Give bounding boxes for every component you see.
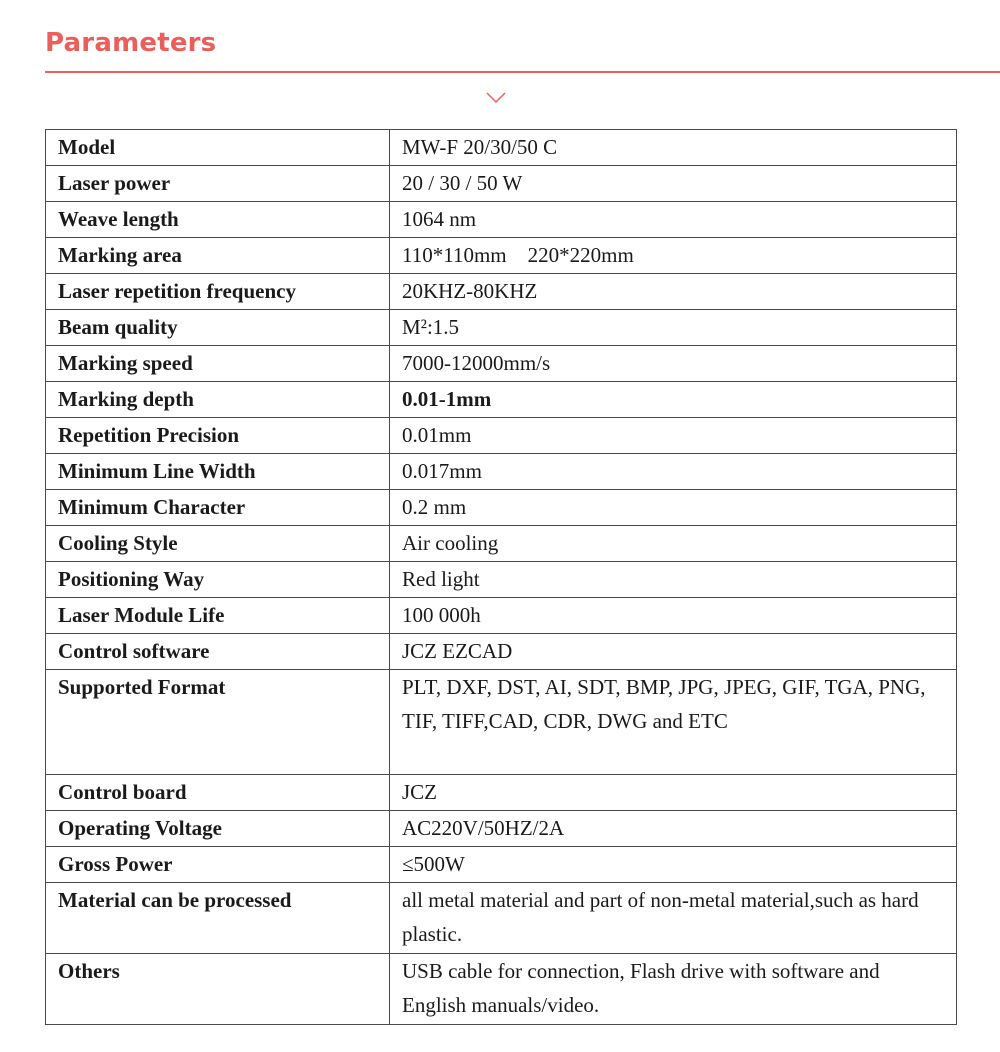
param-value: 100 000h — [390, 598, 957, 634]
param-label: Laser Module Life — [46, 598, 390, 634]
param-value: 20KHZ-80KHZ — [390, 274, 957, 310]
param-value: Red light — [390, 562, 957, 598]
param-value: 0.017mm — [390, 454, 957, 490]
table-row — [46, 847, 957, 883]
param-label: Repetition Precision — [46, 418, 390, 454]
table-row — [46, 811, 957, 847]
page-title: Parameters — [45, 28, 217, 58]
table-row — [46, 382, 957, 418]
param-value: 7000-12000mm/s — [390, 346, 957, 382]
param-label: Laser repetition frequency — [46, 274, 390, 310]
param-value: 20 / 30 / 50 W — [390, 166, 957, 202]
param-label: Gross Power — [46, 847, 390, 883]
table-row — [46, 634, 957, 670]
param-value: USB cable for connection, Flash drive with software and English manuals/video. — [390, 954, 957, 1025]
param-value: 0.01-1mm — [390, 382, 957, 418]
param-value: JCZ EZCAD — [390, 634, 957, 670]
param-label: Operating Voltage — [46, 811, 390, 847]
param-label: Weave length — [46, 202, 390, 238]
param-value: ≤500W — [390, 847, 957, 883]
param-value: Air cooling — [390, 526, 957, 562]
table-row — [46, 418, 957, 454]
param-label: Laser power — [46, 166, 390, 202]
title-underline — [45, 71, 1000, 73]
param-label: Cooling Style — [46, 526, 390, 562]
param-label: Marking depth — [46, 382, 390, 418]
param-label: Control board — [46, 775, 390, 811]
param-value: AC220V/50HZ/2A — [390, 811, 957, 847]
table-row — [46, 490, 957, 526]
table-row — [46, 454, 957, 490]
table-row — [46, 238, 957, 274]
table-row — [46, 775, 957, 811]
param-value: 0.01mm — [390, 418, 957, 454]
param-value: M²:1.5 — [390, 310, 957, 346]
table-row — [46, 274, 957, 310]
param-value: 0.2 mm — [390, 490, 957, 526]
param-value: 110*110mm 220*220mm — [390, 238, 957, 274]
param-label: Beam quality — [46, 310, 390, 346]
param-value: JCZ — [390, 775, 957, 811]
param-label: Positioning Way — [46, 562, 390, 598]
param-label: Control software — [46, 634, 390, 670]
param-label: Material can be processed — [46, 883, 390, 954]
table-row — [46, 954, 957, 1025]
param-value: MW-F 20/30/50 C — [390, 130, 957, 166]
param-label: Marking area — [46, 238, 390, 274]
param-label: Minimum Line Width — [46, 454, 390, 490]
parameters-table — [45, 129, 957, 1025]
table-row — [46, 670, 957, 775]
table-row — [46, 562, 957, 598]
table-row — [46, 166, 957, 202]
param-label: Supported Format — [46, 670, 390, 775]
table-row — [46, 883, 957, 954]
table-row — [46, 130, 957, 166]
table-row — [46, 598, 957, 634]
param-label: Minimum Character — [46, 490, 390, 526]
table-row — [46, 202, 957, 238]
param-value: all metal material and part of non-metal material,such as hard plastic. — [390, 883, 957, 954]
table-row — [46, 310, 957, 346]
param-label: Others — [46, 954, 390, 1025]
param-label: Marking speed — [46, 346, 390, 382]
table-row — [46, 346, 957, 382]
table-row — [46, 526, 957, 562]
param-value: PLT, DXF, DST, AI, SDT, BMP, JPG, JPEG, GIF, TGA, PNG, TIF, TIFF,CAD, CDR, DWG and ETC — [390, 670, 957, 775]
param-label: Model — [46, 130, 390, 166]
param-value: 1064 nm — [390, 202, 957, 238]
chevron-down-icon[interactable] — [486, 92, 506, 104]
